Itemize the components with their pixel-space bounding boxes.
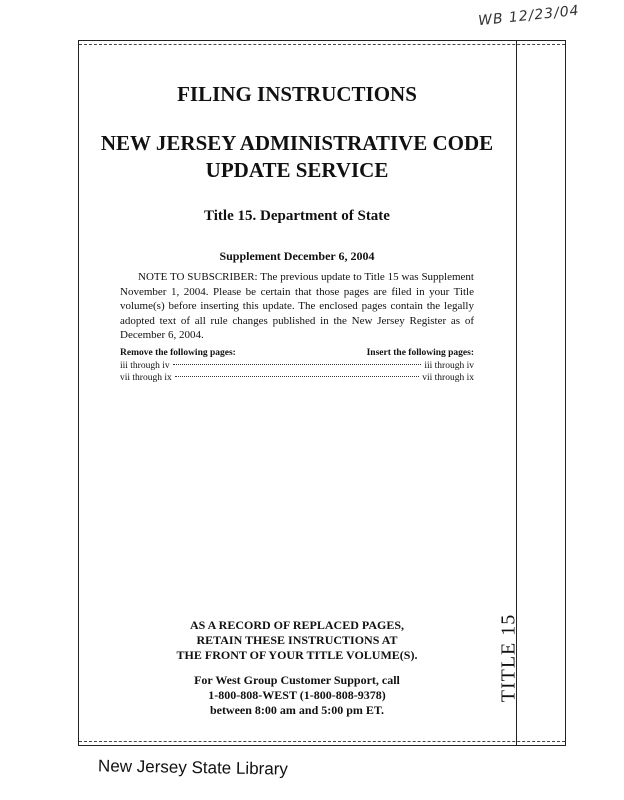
dot-leader <box>175 376 420 377</box>
record-notice-line: AS A RECORD OF REPLACED PAGES, <box>189 618 405 632</box>
pages-table-header <box>120 348 474 358</box>
table-row <box>120 360 474 372</box>
support-line: For West Group Customer Support, call <box>194 673 400 687</box>
pages-table <box>120 348 474 384</box>
code-title-line-1: NEW JERSEY ADMINISTRATIVE CODE <box>100 131 494 155</box>
remove-pages: vii through ix <box>120 373 172 383</box>
record-notice-line: THE FRONT OF YOUR TITLE VOLUME(S). <box>176 648 418 662</box>
supplement-line: Supplement December 6, 2004 <box>219 249 375 263</box>
handwritten-annotation: WB 12/23/04 <box>477 2 581 30</box>
support-hours: between 8:00 am and 5:00 pm ET. <box>209 703 385 717</box>
code-title <box>78 130 516 184</box>
remove-header: Remove the following pages: <box>120 348 236 358</box>
tab-label: TITLE 15 <box>497 613 520 703</box>
insert-pages: iii through iv <box>424 361 474 371</box>
dot-leader <box>173 364 422 365</box>
record-notice-line: RETAIN THESE INSTRUCTIONS AT <box>196 633 398 647</box>
remove-pages: iii through iv <box>120 361 170 371</box>
insert-pages: vii through ix <box>422 373 474 383</box>
subscriber-note: NOTE TO SUBSCRIBER: The previous update to Title 15 was Supplement November 1, 2004. Please be certain that those pages are filed in your Title volume(s) before inserting this update. The enclosed pages contain the legally adopted text of all rule changes published in the New Jersey Register as of December 6, 2004. <box>120 271 474 341</box>
tab-column <box>516 40 566 746</box>
title-line: Title 15. Department of State <box>204 208 390 224</box>
support-info <box>78 673 516 718</box>
code-title-line-2: UPDATE SERVICE <box>205 158 389 182</box>
support-phone: 1-800-808-WEST (1-800-808-9378) <box>208 688 386 702</box>
table-row <box>120 372 474 384</box>
library-stamp: New Jersey State Library <box>97 756 289 779</box>
insert-header: Insert the following pages: <box>366 348 474 358</box>
record-notice <box>78 618 516 663</box>
page-heading: FILING INSTRUCTIONS <box>177 82 417 106</box>
